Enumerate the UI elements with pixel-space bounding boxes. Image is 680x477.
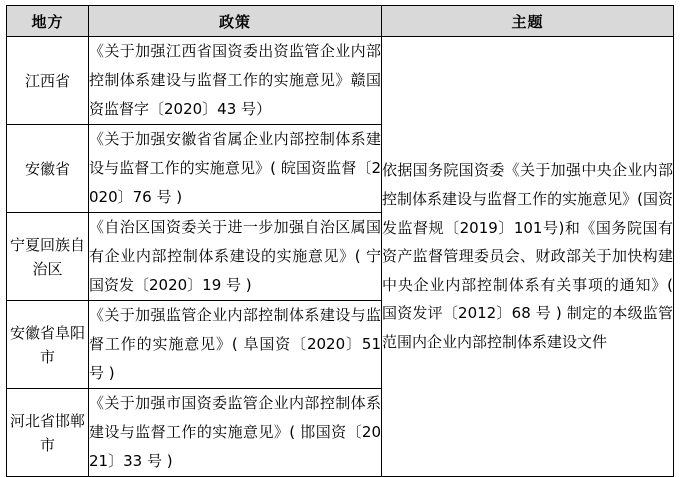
region-cell: 江西省 — [7, 37, 89, 125]
header-region: 地方 — [7, 6, 89, 37]
table-body — [7, 37, 674, 477]
policy-cell: 《关于加强监管企业内部控制体系建设与监督工作的实施意见》( 阜国资〔2020〕51 号 ) — [89, 301, 382, 389]
region-cell: 宁夏回族自治区 — [7, 213, 89, 301]
policy-cell: 《关于加强市国资委监管企业内部控制体系建设与监督工作的实施意见》( 邯国资〔2021〕33 号 ) — [89, 389, 382, 477]
header-topic: 主题 — [382, 6, 674, 37]
region-cell: 安徽省 — [7, 125, 89, 213]
header-policy: 政策 — [89, 6, 382, 37]
table-row — [7, 37, 674, 125]
policy-cell: 《关于加强安徽省省属企业内部控制体系建设与监督工作的实施意见》( 皖国资监督〔2020〕76 号 ) — [89, 125, 382, 213]
topic-cell: 依据国务院国资委《关于加强中央企业内部控制体系建设与监督工作的实施意见》(国资发监督规〔2019〕101号)和《国务院国有资产监督管理委员会、财政部关于加快构建中央企业内部控制体系有关事项的通知》( 国资发评〔2012〕68 号 ) 制定的本级监管范围内企业内部控制体系建设文件 — [382, 37, 674, 477]
table-header — [7, 6, 674, 37]
header-row — [7, 6, 674, 37]
policy-cell: 《关于加强江西省国资委出资监管企业内部控制体系建设与监督工作的实施意见》赣国资监督字〔2020〕43 号） — [89, 37, 382, 125]
policy-cell: 《自治区国资委关于进一步加强自治区属国有企业内部控制体系建设的实施意见》( 宁国资发〔2020〕19 号 ) — [89, 213, 382, 301]
region-cell: 安徽省阜阳市 — [7, 301, 89, 389]
region-cell: 河北省邯郸市 — [7, 389, 89, 477]
policy-table — [6, 5, 674, 477]
